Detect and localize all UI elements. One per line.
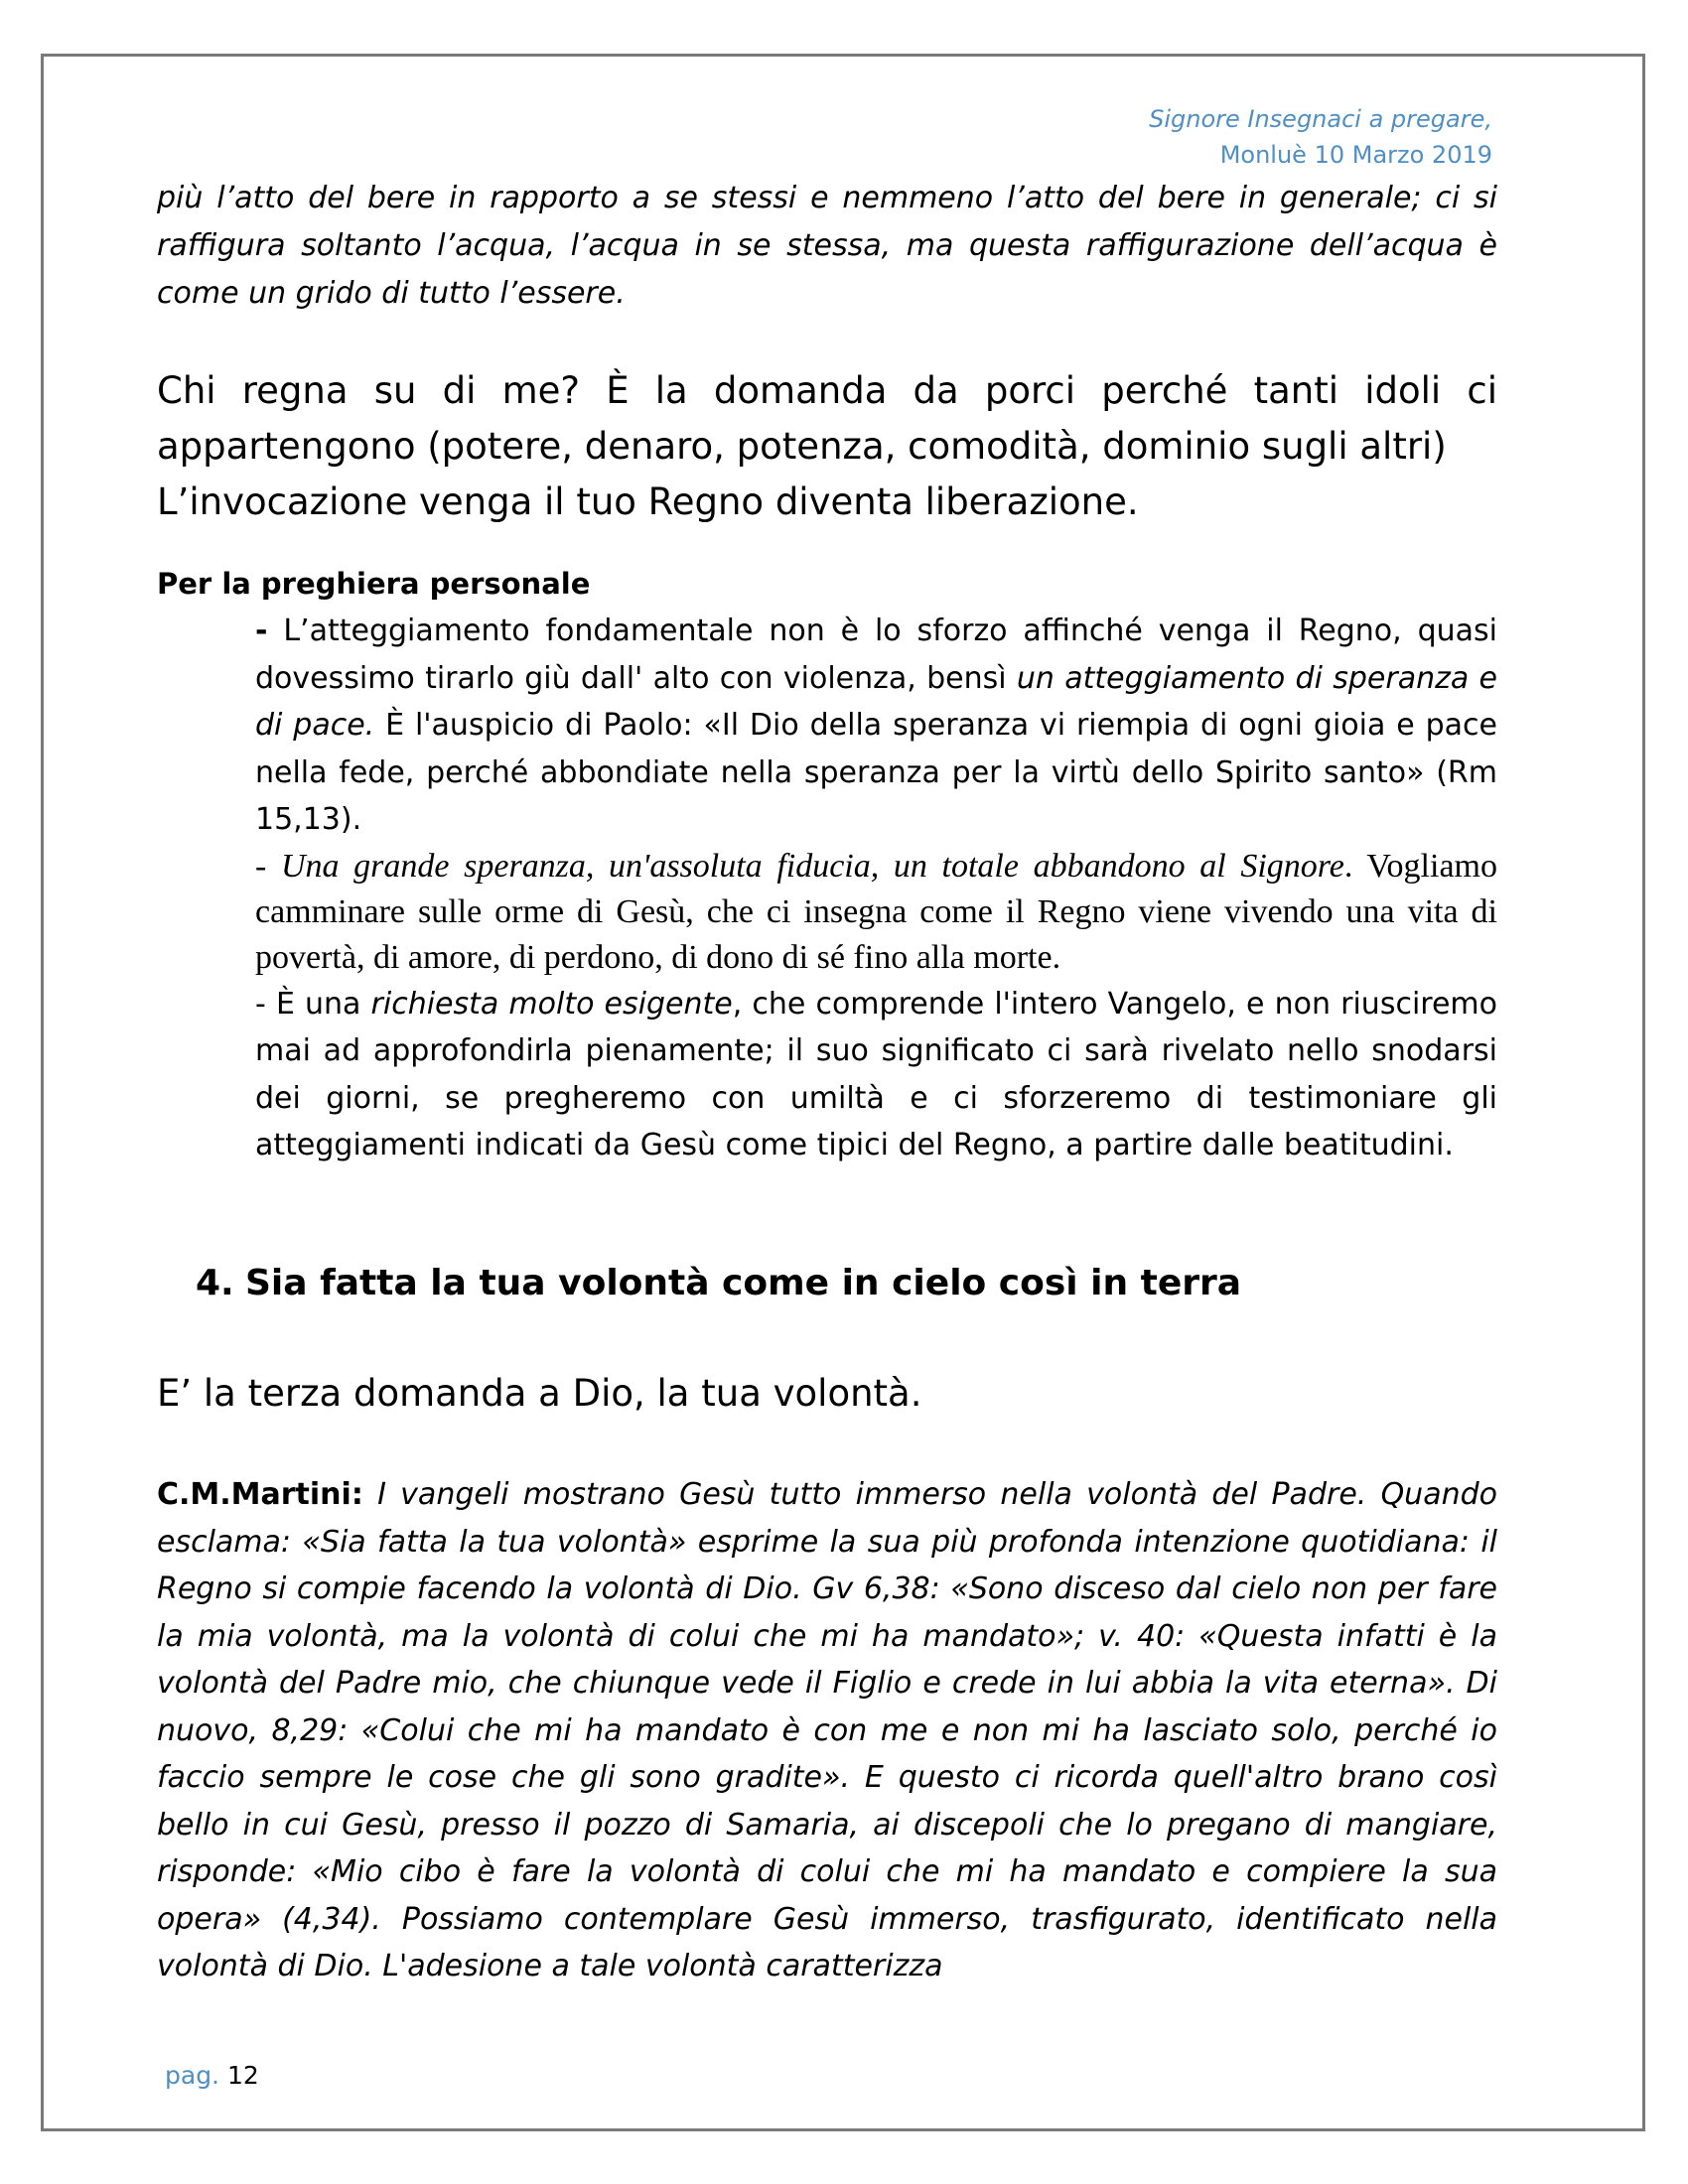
list-text: L’atteggiamento fondamentale non è lo sforzo affinché venga il Regno, quasi dovessimo tirarlo giù dall' alto con violenza, bensì <box>255 614 1497 696</box>
martini-paragraph <box>157 1471 1497 1990</box>
question-paragraph <box>157 363 1497 530</box>
list-item <box>255 608 1497 844</box>
third-request-line: E’ la terza domanda a Dio, la tua volontà. <box>157 1372 922 1415</box>
personal-prayer-title: Per la preghiera personale <box>157 567 591 601</box>
intro-italic-paragraph: più l’atto del bere in rapporto a se stessi e nemmeno l’atto del bere in generale; ci si raffigura soltanto l’acqua, l’acqua in se stessa, ma questa raffigurazione dell’acqua è come un grido di tutto l’essere. <box>157 181 1497 311</box>
section-heading <box>196 1263 1241 1303</box>
list-item <box>255 981 1497 1169</box>
section-title: Sia fatta la tua volontà come in cielo così in terra <box>245 1263 1242 1303</box>
page-label: pag. <box>165 2061 220 2090</box>
list-text: , che comprende l'intero Vangelo, e non riusciremo mai ad approfondirla pienamente; il suo significato ci sarà rivelato nello snodarsi dei giorni, se pregheremo con umiltà e ci sforzeremo di testimoniare gli atteggiamenti indicati da Gesù come tipici del Regno, a partire dalle beatitudini. <box>255 986 1497 1162</box>
list-text: È l'auspicio di Paolo: «Il Dio della speranza vi riempia di ogni gioia e pace nella fede, perché abbondiate nella speranza per la virtù dello Spirito santo» (Rm 15,13). <box>255 708 1498 837</box>
list-text: - È una <box>255 986 371 1022</box>
page-number <box>165 2061 259 2090</box>
list-dash: - <box>255 847 281 885</box>
list-text: . Vogliamo camminare sulle orme di Gesù, che ci insegna come il Regno viene vivendo una vita di povertà, di amore, di perdono, di dono di sé fino alla morte. <box>255 847 1497 976</box>
list-italic-text: un atteggiamento di speranza e di pace. <box>255 660 1497 743</box>
section-number: 4. <box>196 1263 234 1303</box>
personal-prayer-list <box>255 608 1497 1169</box>
invocation-line: L’invocazione venga il tuo Regno diventa liberazione. <box>157 480 1139 523</box>
question-line: Chi regna su di me? È la domanda da porci perché tanti idoli ci appartengono (potere, denaro, potenza, comodità, dominio sugli altri) <box>157 369 1497 468</box>
list-italic-text: richiesta molto esigente <box>370 986 733 1022</box>
martini-author: C.M.Martini: <box>157 1477 363 1512</box>
list-dash: - <box>255 614 268 648</box>
header-title: Signore Insegnaci a pregare, <box>1149 105 1492 133</box>
list-italic-text: Una grande speranza, un'assoluta fiducia, un totale abbandono al Signore <box>280 847 1344 885</box>
list-item <box>255 844 1497 981</box>
martini-quote: I vangeli mostrano Gesù tutto immerso nella volontà del Padre. Quando esclama: «Sia fatta la tua volontà» esprime la sua più profonda intenzione quotidiana: il Regno si compie facendo la volontà di Dio. Gv 6,38: «Sono disceso dal cielo non per fare la mia volontà, ma la volontà di colui che mi ha mandato»; v. 40: «Questa infatti è la volontà del Padre mio, che chiunque vede il Figlio e crede in lui abbia la vita eterna». Di nuovo, 8,29: «Colui che mi ha mandato è con me e non mi ha lasciato solo, perché io faccio sempre le cose che gli sono gradite». E questo ci ricorda quell'altro brano così bello in cui Gesù, presso il pozzo di Samaria, ai discepoli che lo pregano di mangiare, risponde: «Mio cibo è fare la volontà di colui che mi ha mandato e compiere la sua opera» (4,34). Possiamo contemplare Gesù immerso, trasfigurato, identificato nella volontà di Dio. L'adesione a tale volontà caratterizza <box>157 1477 1497 1983</box>
page-number-value: 12 <box>226 2061 259 2090</box>
header-date: Monluè 10 Marzo 2019 <box>1219 141 1492 169</box>
